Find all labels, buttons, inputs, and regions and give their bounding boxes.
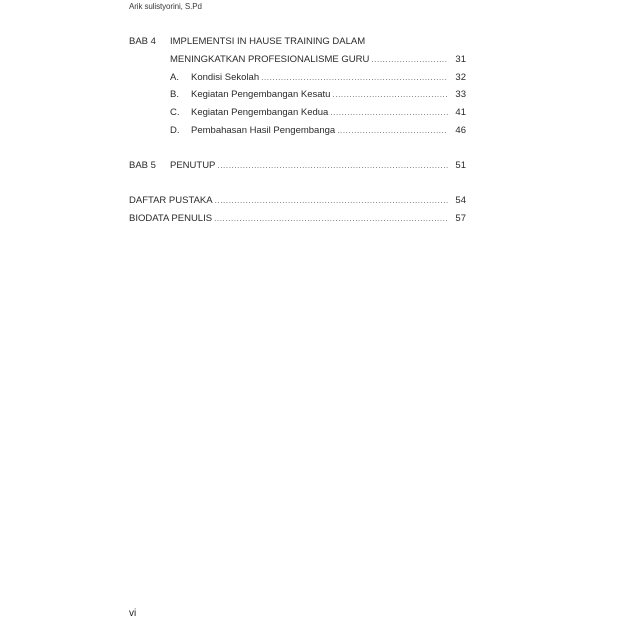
dot-leader (332, 88, 448, 102)
dot-leader (330, 106, 448, 120)
toc-entry-bab4[interactable] (170, 53, 448, 67)
page-number-a: 32 (455, 72, 466, 83)
section-title-c: Kegiatan Pengembangan Kedua (191, 107, 329, 118)
section-title-a: Kondisi Sekolah (191, 72, 260, 83)
biodata-penulis-title: BIODATA PENULIS (129, 213, 213, 224)
chapter-title-bab5: PENUTUP (170, 160, 216, 171)
page-number-d: 46 (455, 125, 466, 136)
chapter-label-bab4: BAB 4 (129, 36, 156, 47)
daftar-pustaka-title: DAFTAR PUSTAKA (129, 195, 213, 206)
page-number-b: 33 (455, 89, 466, 100)
toc-entry-kondisi-sekolah[interactable] (191, 71, 448, 85)
page-number-c: 41 (455, 107, 466, 118)
running-header: Arik sulistyorini, S.Pd (129, 2, 202, 11)
chapter-title-bab4-line1: IMPLEMENTSI IN HAUSE TRAINING DALAM (170, 36, 366, 47)
dot-leader (215, 194, 448, 208)
toc-entry-pembahasan-hasil[interactable] (191, 124, 448, 138)
dot-leader (371, 53, 448, 67)
toc-entry-biodata-penulis[interactable] (129, 212, 448, 226)
toc-entry-kegiatan-kedua[interactable] (191, 106, 448, 120)
dot-leader (214, 212, 448, 226)
section-letter-b: B. (170, 89, 179, 100)
section-letter-a: A. (170, 72, 179, 83)
page-number-footer: vi (129, 608, 137, 619)
page-number-biodata-penulis: 57 (455, 213, 466, 224)
section-title-b: Kegiatan Pengembangan Kesatu (191, 89, 331, 100)
dot-leader (261, 71, 448, 85)
toc-entry-kegiatan-kesatu[interactable] (191, 88, 448, 102)
toc-entry-daftar-pustaka[interactable] (129, 194, 448, 208)
section-title-d: Pembahasan Hasil Pengembanga (191, 125, 336, 136)
section-letter-c: C. (170, 107, 180, 118)
page-number-bab4: 31 (455, 54, 466, 65)
chapter-label-bab5: BAB 5 (129, 160, 156, 171)
dot-leader (337, 124, 448, 138)
page-number-daftar-pustaka: 54 (455, 195, 466, 206)
chapter-title-bab4-line2: MENINGKATKAN PROFESIONALISME GURU (170, 54, 370, 65)
page-number-bab5: 51 (455, 160, 466, 171)
dot-leader (217, 159, 448, 173)
toc-entry-bab5[interactable] (170, 159, 448, 173)
section-letter-d: D. (170, 125, 180, 136)
